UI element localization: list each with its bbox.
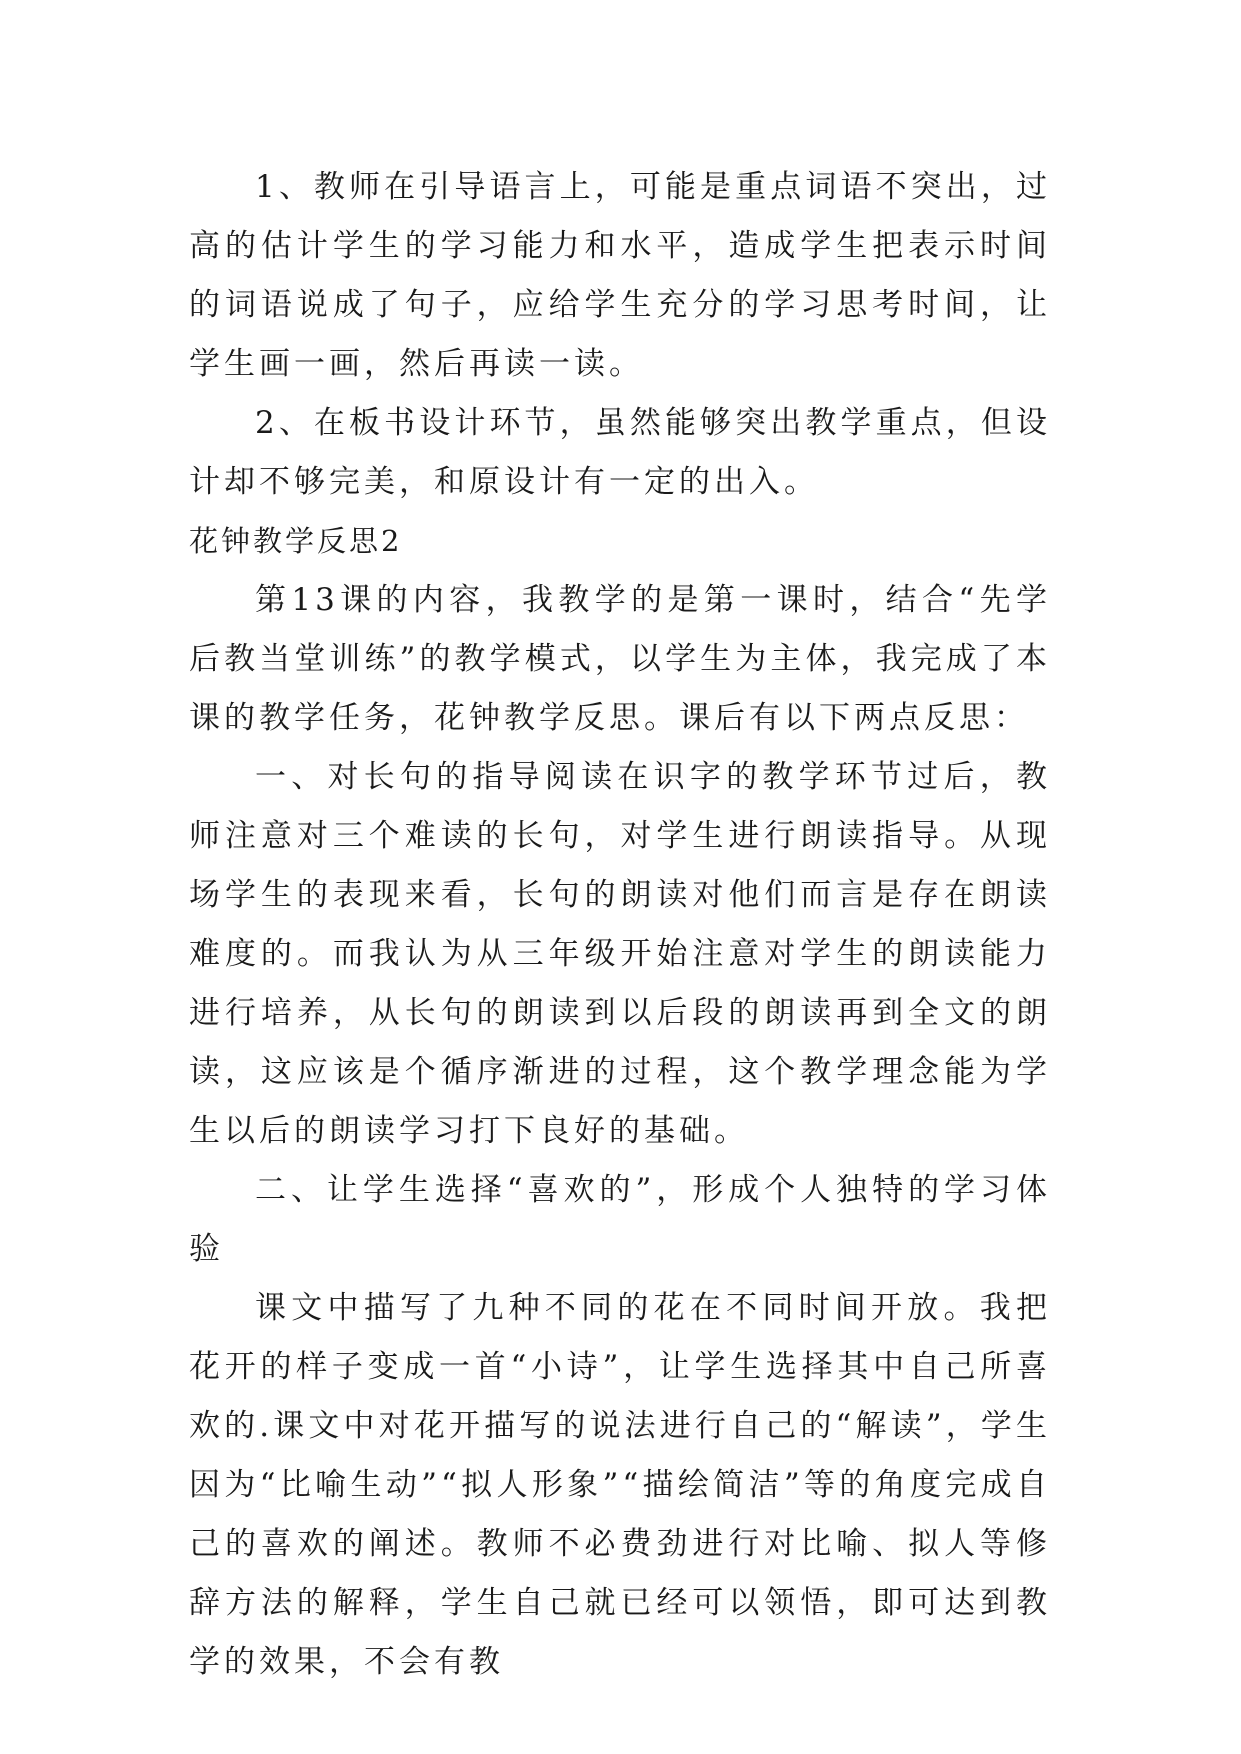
paragraph-reflection-2-body: 课文中描写了九种不同的花在不同时间开放。我把花开的样子变成一首“小诗”，让学生选择其中自己所喜欢的.课文中对花开描写的说法进行自己的“解读”，学生因为“比喻生动”“拟人形象”“描绘简洁”等的角度完成自己的喜欢的阐述。教师不必费劲进行对比喻、拟人等修辞方法的解释，学生自己就已经可以领悟，即可达到教学的效果，不会有教: [189, 1290, 1051, 1680]
paragraph-reflection-1: 一、对长句的指导阅读在识字的教学环节过后，教师注意对三个难读的长句，对学生进行朗读指导。从现场学生的表现来看，长句的朗读对他们而言是存在朗读难度的。而我认为从三年级开始注意对学生的朗读能力进行培养，从长句的朗读到以后段的朗读再到全文的朗读，这应该是个循序渐进的过程，这个教学理念能为学生以后的朗读学习打下良好的基础。: [189, 759, 1051, 1149]
paragraph-point-2: 2、在板书设计环节，虽然能够突出教学重点，但设计却不够完美，和原设计有一定的出入。: [189, 405, 1051, 500]
section-heading: 花钟教学反思2: [189, 524, 403, 558]
paragraph-point-1: 1、教师在引导语言上，可能是重点词语不突出，过高的估计学生的学习能力和水平，造成学生把表示时间的词语说成了句子，应给学生充分的学习思考时间，让学生画一画，然后再读一读。: [189, 169, 1051, 382]
paragraph-reflection-2-title: 二、让学生选择“喜欢的”，形成个人独特的学习体验: [189, 1172, 1051, 1267]
paragraph-intro: 第13课的内容，我教学的是第一课时，结合“先学后教当堂训练”的教学模式，以学生为主体，我完成了本课的教学任务，花钟教学反思。课后有以下两点反思：: [189, 582, 1051, 736]
document-body: [189, 158, 1051, 1692]
